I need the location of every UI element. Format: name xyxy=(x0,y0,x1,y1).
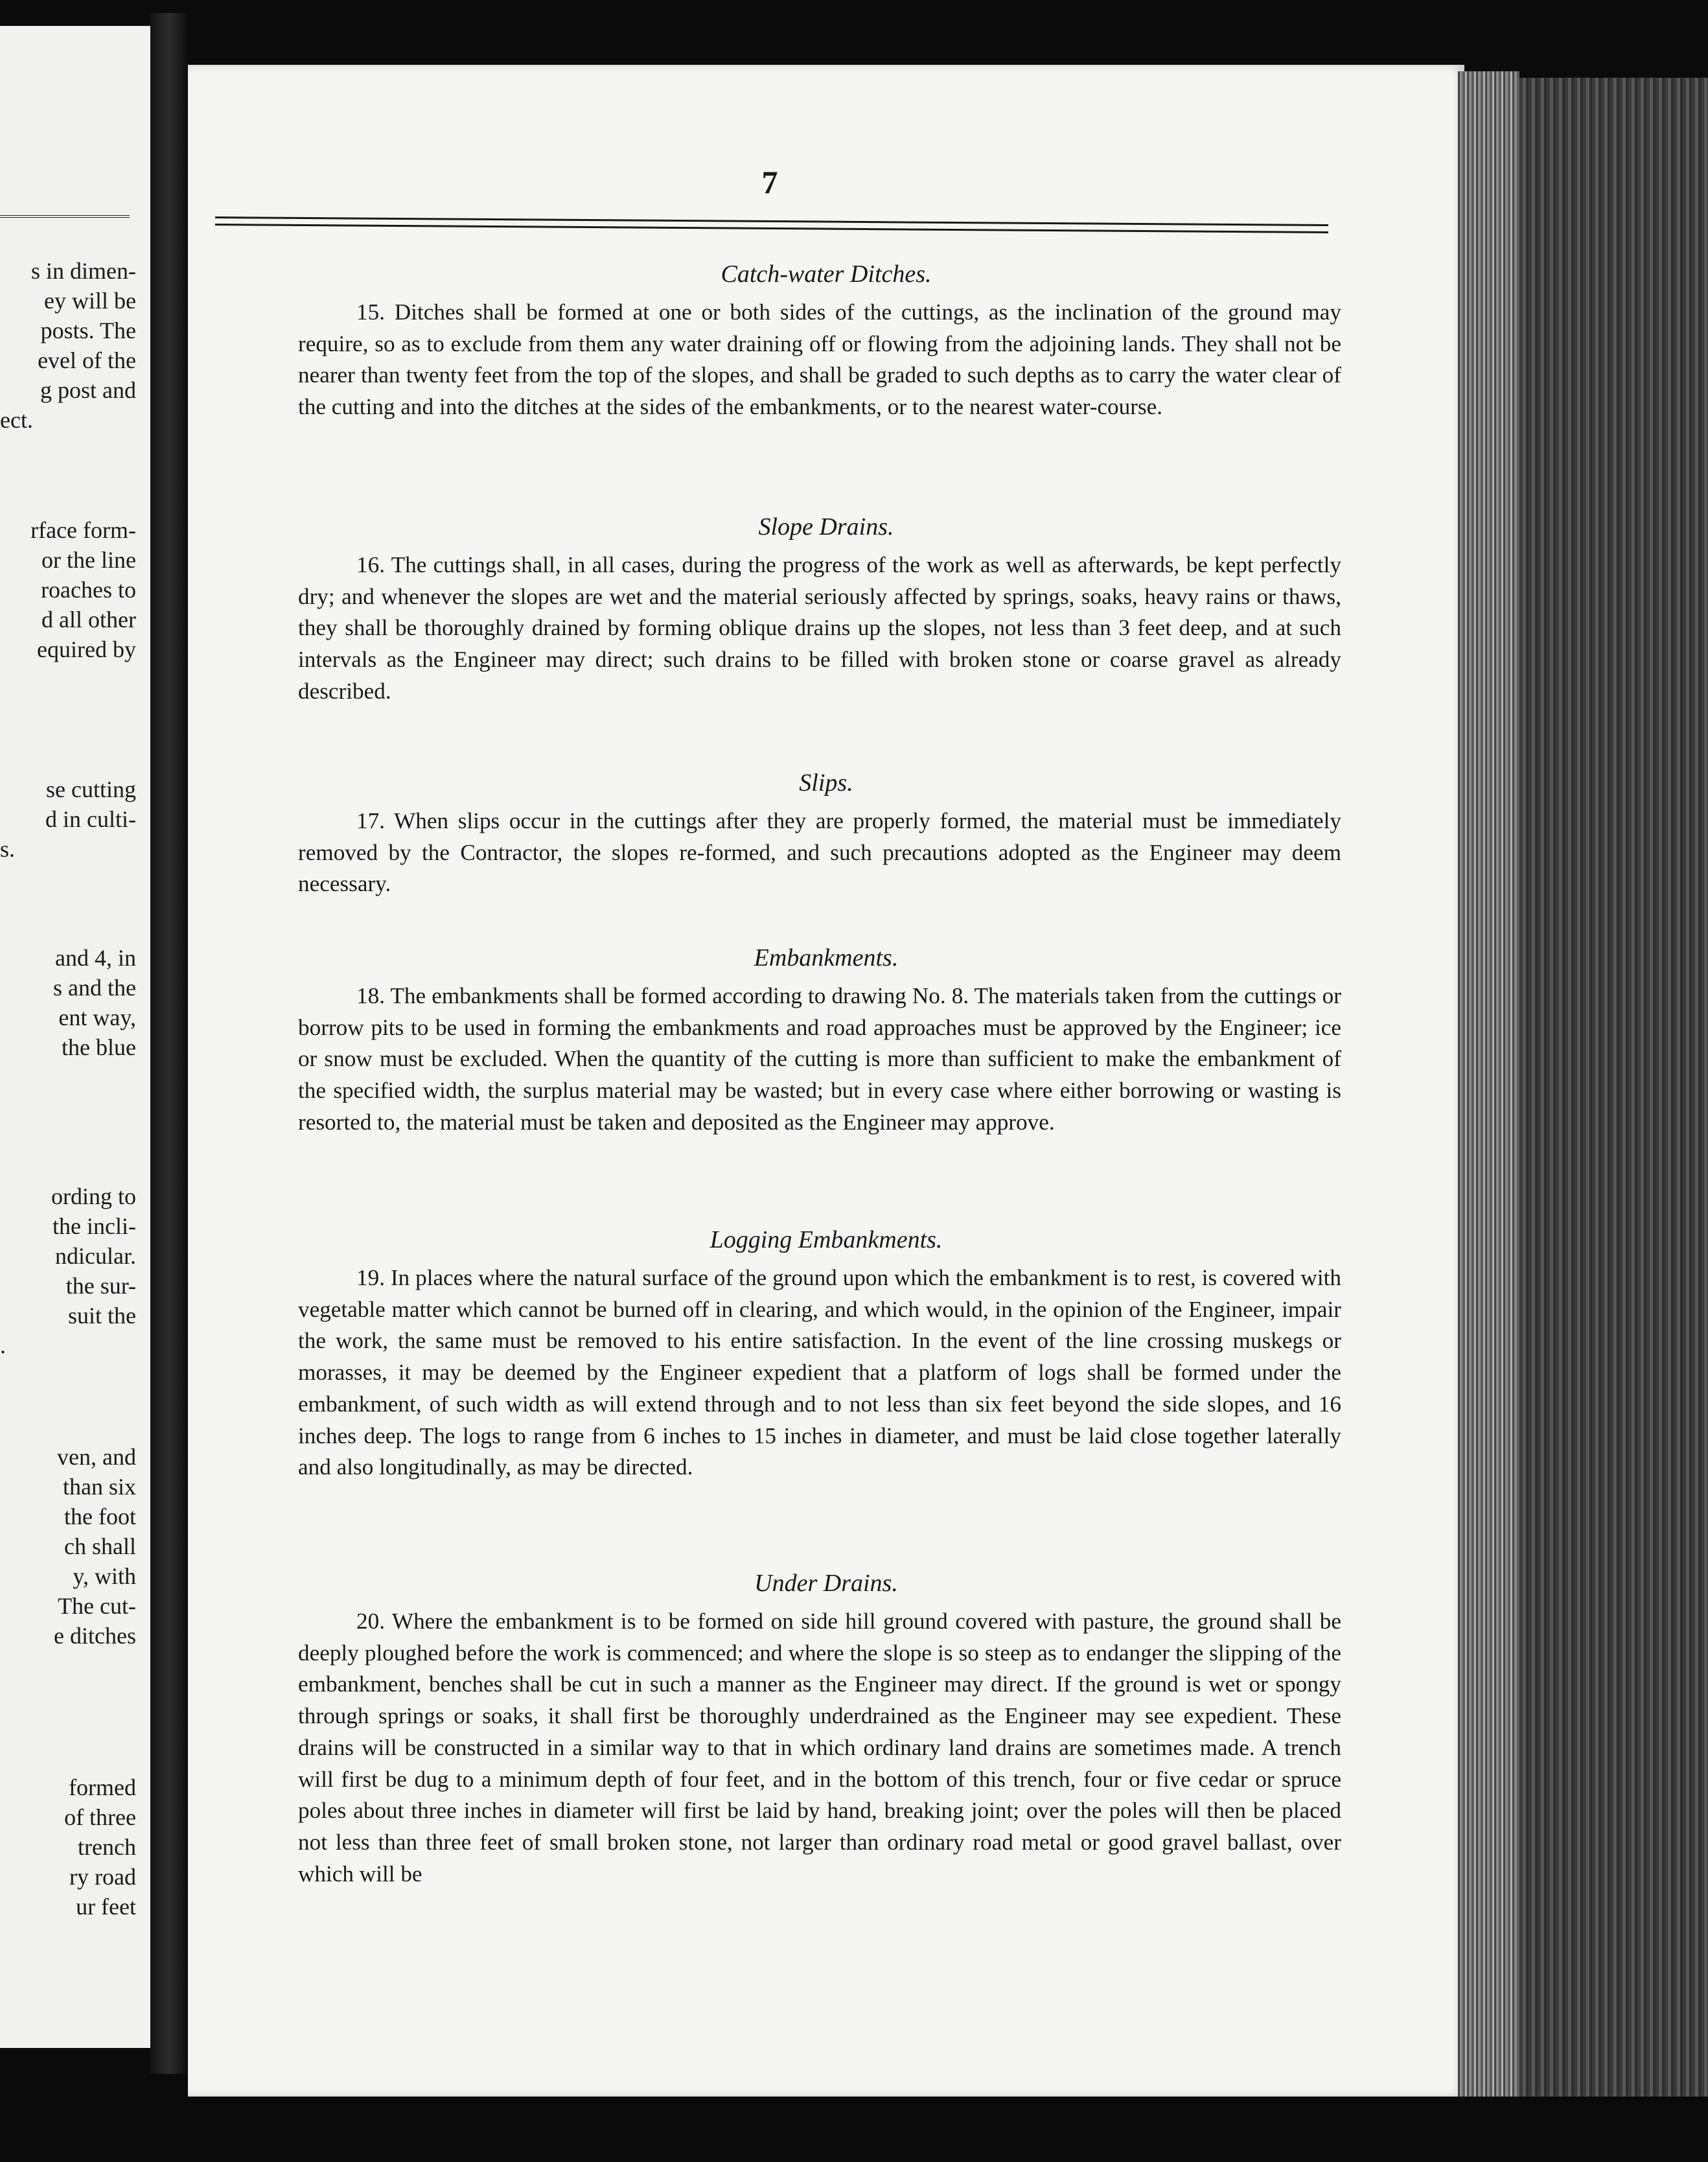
left-text-fragment: . xyxy=(0,1332,6,1358)
left-text-fragment: se cutting xyxy=(46,776,136,802)
section-heading: Slope Drains. xyxy=(758,513,894,540)
left-text-fragment: formed xyxy=(69,1774,136,1800)
section-heading: Slips. xyxy=(799,769,853,796)
left-text-fragment: roaches to xyxy=(41,577,136,603)
left-text-fragment: the sur- xyxy=(65,1273,136,1299)
left-text-fragment: or the line xyxy=(41,547,136,573)
left-text-fragment: d in culti- xyxy=(45,806,136,832)
page-number: 7 xyxy=(761,164,778,200)
left-text-fragment: of three xyxy=(64,1804,136,1830)
left-text-fragment: the blue xyxy=(62,1034,136,1060)
section-paragraph: 16. The cuttings shall, in all cases, during the progress of the work as well as afterwards, be kept perfectly dry; and whenever the slopes are wet and the material seriously affected by springs, soaks, heavy rains or thaws, they shall be thoroughly drained by forming oblique drains up the slopes, not less than 3 feet deep, and at such intervals as the Engineer may direct; such drains to be filled with broken stone or coarse gravel as already described. xyxy=(298,552,1341,704)
left-text-fragment: trench xyxy=(78,1834,136,1860)
left-text-fragment: and 4, in xyxy=(55,945,136,971)
left-text-fragment: s. xyxy=(0,836,16,862)
left-text-fragment: s in dimen- xyxy=(31,258,136,284)
header-double-rule xyxy=(215,216,1328,233)
left-text-fragment: the incli- xyxy=(52,1213,136,1239)
section-heading: Under Drains. xyxy=(754,1570,898,1597)
section-paragraph: 15. Ditches shall be formed at one or both sides of the cuttings, as the inclination of the ground may require, so as to exclude from them any water draining off or flowing from the adjoining lands. They shall not be nearer than twenty feet from the top of the slopes, and shall be graded to such depths as to carry the water clear of the cutting and into the ditches at the sides of the embankments, or to the nearest water-course. xyxy=(298,299,1341,420)
left-text-fragment: ent way, xyxy=(58,1005,136,1030)
left-text-fragment: equired by xyxy=(37,636,136,662)
left-text-fragment: evel of the xyxy=(38,347,136,373)
left-text-fragment: ch shall xyxy=(64,1533,136,1559)
left-text-fragment: e ditches xyxy=(54,1623,136,1649)
page-edges xyxy=(1458,71,1519,2097)
left-text-fragment: ect. xyxy=(0,407,33,433)
main-page xyxy=(188,65,1464,2097)
left-text-fragment: s and the xyxy=(53,975,136,1001)
section-paragraph: 20. Where the embankment is to be formed on side hill ground covered with pasture, the ground shall be deeply ploughed before the work is commenced; and where the slope is so steep as to endanger the slipping of the embankment, benches shall be cut in such a manner as the Engineer may direct. If the ground is wet or spongy through springs or soaks, it shall first be thoroughly underdrained as the Engineer may see expedient. These drains will be constructed in a similar way to that in which ordinary land drains are sometimes made. A trench will first be dug to a minimum depth of four feet, and in the bottom of this trench, four or five cedar or spruce poles about three inches in diameter will first be laid by hand, breaking joint; over the poles will then be placed not less than three feet of small broken stone, not larger than ordinary road metal or good gravel ballast, over which will be xyxy=(298,1609,1341,1887)
left-text-fragment: d all other xyxy=(41,607,136,633)
left-text-fragment: g post and xyxy=(40,377,136,403)
left-text-fragment: than six xyxy=(63,1474,136,1500)
left-text-fragment: ording to xyxy=(51,1183,136,1209)
book-gutter xyxy=(150,13,188,2074)
section-heading: Catch-water Ditches. xyxy=(721,261,932,288)
section-paragraph: 18. The embankments shall be formed according to drawing No. 8. The materials taken from the cuttings or borrow pits to be used in forming the embankments and road approaches must be approved by the Engineer; ice or snow must be excluded. When the quantity of the cutting is more than sufficient to make the embankment of the specified width, the surplus material may be wasted; but in every case where either borrowing or wasting is resorted to, the material must be taken and deposited as the Engineer may approve. xyxy=(298,983,1341,1135)
left-text-fragment: The cut- xyxy=(58,1593,136,1619)
left-text-fragment: suit the xyxy=(68,1303,136,1329)
left-text-fragment: posts. The xyxy=(40,318,136,343)
left-facing-page xyxy=(0,26,152,2048)
left-text-fragment: y, with xyxy=(73,1563,136,1589)
left-text-fragment: ndicular. xyxy=(55,1243,136,1269)
left-page-rule xyxy=(0,215,130,218)
left-text-fragment: ur feet xyxy=(76,1894,136,1920)
left-text-fragment: ey will be xyxy=(44,288,136,314)
left-text-fragment: rface form- xyxy=(30,517,136,543)
left-text-fragment: ven, and xyxy=(57,1444,136,1470)
section-paragraph: 17. When slips occur in the cuttings after they are properly formed, the material must be immediately removed by the Contractor, the slopes re-formed, and such precautions adopted as the Engineer may deem necessary. xyxy=(298,808,1341,897)
section-heading: Logging Embankments. xyxy=(710,1226,943,1253)
section-paragraph: 19. In places where the natural surface of the ground upon which the embankment is to rest, is covered with vegetable matter which cannot be burned off in clearing, and which would, in the opinion of the Engineer, impair the work, the same must be removed to his entire satisfaction. In the event of the line crossing muskegs or morasses, it may be deemed by the Engineer expedient that a platform of logs shall be formed under the embankment, of such width as will extend through and to not less than six feet beyond the side slopes, and 16 inches deep. The logs to range from 6 inches to 15 inches in diameter, and must be laid close together laterally and also longitudinally, as may be directed. xyxy=(298,1265,1341,1480)
section-heading: Embankments. xyxy=(754,944,899,971)
book-cover xyxy=(1519,78,1708,2097)
left-text-fragment: ry road xyxy=(69,1864,136,1890)
left-text-fragment: the foot xyxy=(64,1504,136,1529)
